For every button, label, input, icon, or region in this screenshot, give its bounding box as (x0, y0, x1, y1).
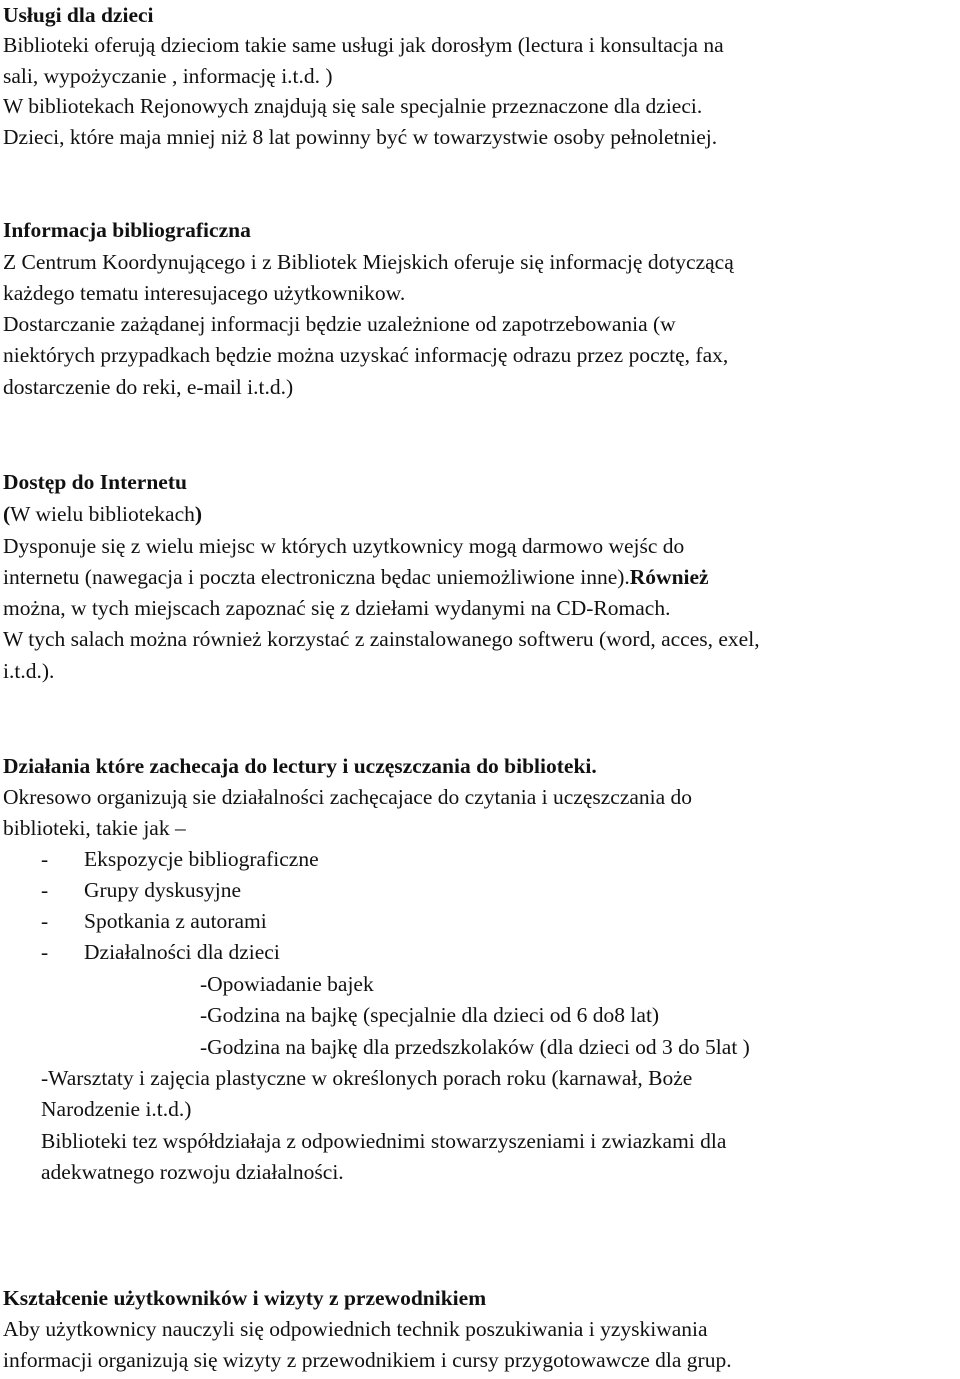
list-item-text: Grupy dyskusyjne (84, 878, 242, 902)
paragraph-line: adekwatnego rozwoju działalności. (41, 1160, 344, 1184)
paragraph-line: Aby użytkownicy nauczyli się odpowiednich technik poszukiwania i yzyskiwania (3, 1317, 708, 1341)
list-item-text: Ekspozycje bibliograficzne (84, 847, 319, 871)
paragraph-line: niektórych przypadkach będzie można uzyskać informację odrazu przez pocztę, fax, (3, 343, 729, 367)
list-dash: - (41, 878, 49, 902)
paragraph-line: i.t.d.). (3, 659, 55, 683)
sub-list-item: -Opowiadanie bajek (200, 972, 374, 996)
paragraph-line: każdego tematu interesujacego użytkownikow. (3, 281, 406, 305)
paragraph-line: W tych salach można również korzystać z zainstalowanego softweru (word, acces, exel, (3, 627, 760, 651)
paragraph-line: biblioteki, takie jak – (3, 816, 186, 840)
paragraph-line: informacji organizują się wizyty z przewodnikiem i cursy przygotowawcze dla grup. (3, 1348, 732, 1372)
paragraph-line: Dzieci, które maja mniej niż 8 lat powinny być w towarzystwie osoby pełnoletniej. (3, 125, 718, 149)
list-dash: - (41, 909, 49, 933)
paragraph-line: Dostarczanie zażądanej informacji będzie uzależnione od zapotrzebowania (w (3, 312, 676, 336)
list-dash: - (41, 847, 49, 871)
paragraph-line: Okresowo organizują sie działalności zachęcajace do czytania i uczęszczania do (3, 785, 693, 809)
paragraph-line: Z Centrum Koordynującego i z Bibliotek Miejskich oferuje się informację dotyczącą (3, 250, 734, 274)
list-item-text: Działalności dla dzieci (84, 940, 280, 964)
heading-uslugi-dla-dzieci: Usługi dla dzieci (3, 3, 154, 27)
list-item-text: Spotkania z autorami (84, 909, 267, 933)
paragraph-line: W bibliotekach Rejonowych znajdują się sale specjalnie przeznaczone dla dzieci. (3, 94, 703, 118)
sub-list-item: -Godzina na bajkę (specjalnie dla dzieci od 6 do8 lat) (200, 1003, 660, 1027)
paragraph-text: internetu (nawegacja i poczta electroniczna będac uniemożliwione inne). (3, 565, 630, 589)
list-item (41, 937, 280, 967)
paragraph-line: sali, wypożyczanie , informację i.t.d. ) (3, 64, 333, 88)
heading-informacja-bibliograficzna: Informacja bibliograficzna (3, 218, 251, 242)
paragraph-line: -Warsztaty i zajęcia plastyczne w określonych porach roku (karnawał, Boże (41, 1066, 693, 1090)
heading-ksztalcenie: Kształcenie użytkowników i wizyty z przewodnikiem (3, 1286, 487, 1310)
paragraph-line (3, 562, 709, 592)
heading-dostep-do-internetu: Dostęp do Internetu (3, 470, 187, 494)
subheading-text: W wielu bibliotekach (10, 502, 195, 526)
paragraph-line: Narodzenie i.t.d.) (41, 1097, 192, 1121)
subheading-line (3, 499, 202, 529)
paragraph-line: można, w tych miejscach zapoznać się z dziełami wydanymi na CD-Romach. (3, 596, 671, 620)
list-item (41, 875, 241, 905)
paragraph-line: Dysponuje się z wielu miejsc w których uzytkownicy mogą darmowo wejśc do (3, 534, 685, 558)
paren-open: ( (3, 502, 11, 526)
paragraph-line: Biblioteki oferują dzieciom takie same usługi jak dorosłym (lectura i konsultacja na (3, 33, 724, 57)
list-dash: - (41, 940, 49, 964)
list-item (41, 906, 267, 936)
paragraph-line: dostarczenie do reki, e-mail i.t.d.) (3, 375, 294, 399)
sub-list-item: -Godzina na bajkę dla przedszkolaków (dla dzieci od 3 do 5lat ) (200, 1035, 750, 1059)
paragraph-line: Biblioteki tez współdziałaja z odpowiednimi stowarzyszeniami i zwiazkami dla (41, 1129, 727, 1153)
inline-bold-text: Również (629, 565, 709, 589)
heading-dzialania: Działania które zachecaja do lectury i uczęszczania do biblioteki. (3, 754, 597, 778)
paren-close: ) (194, 502, 203, 526)
list-item (41, 844, 319, 874)
